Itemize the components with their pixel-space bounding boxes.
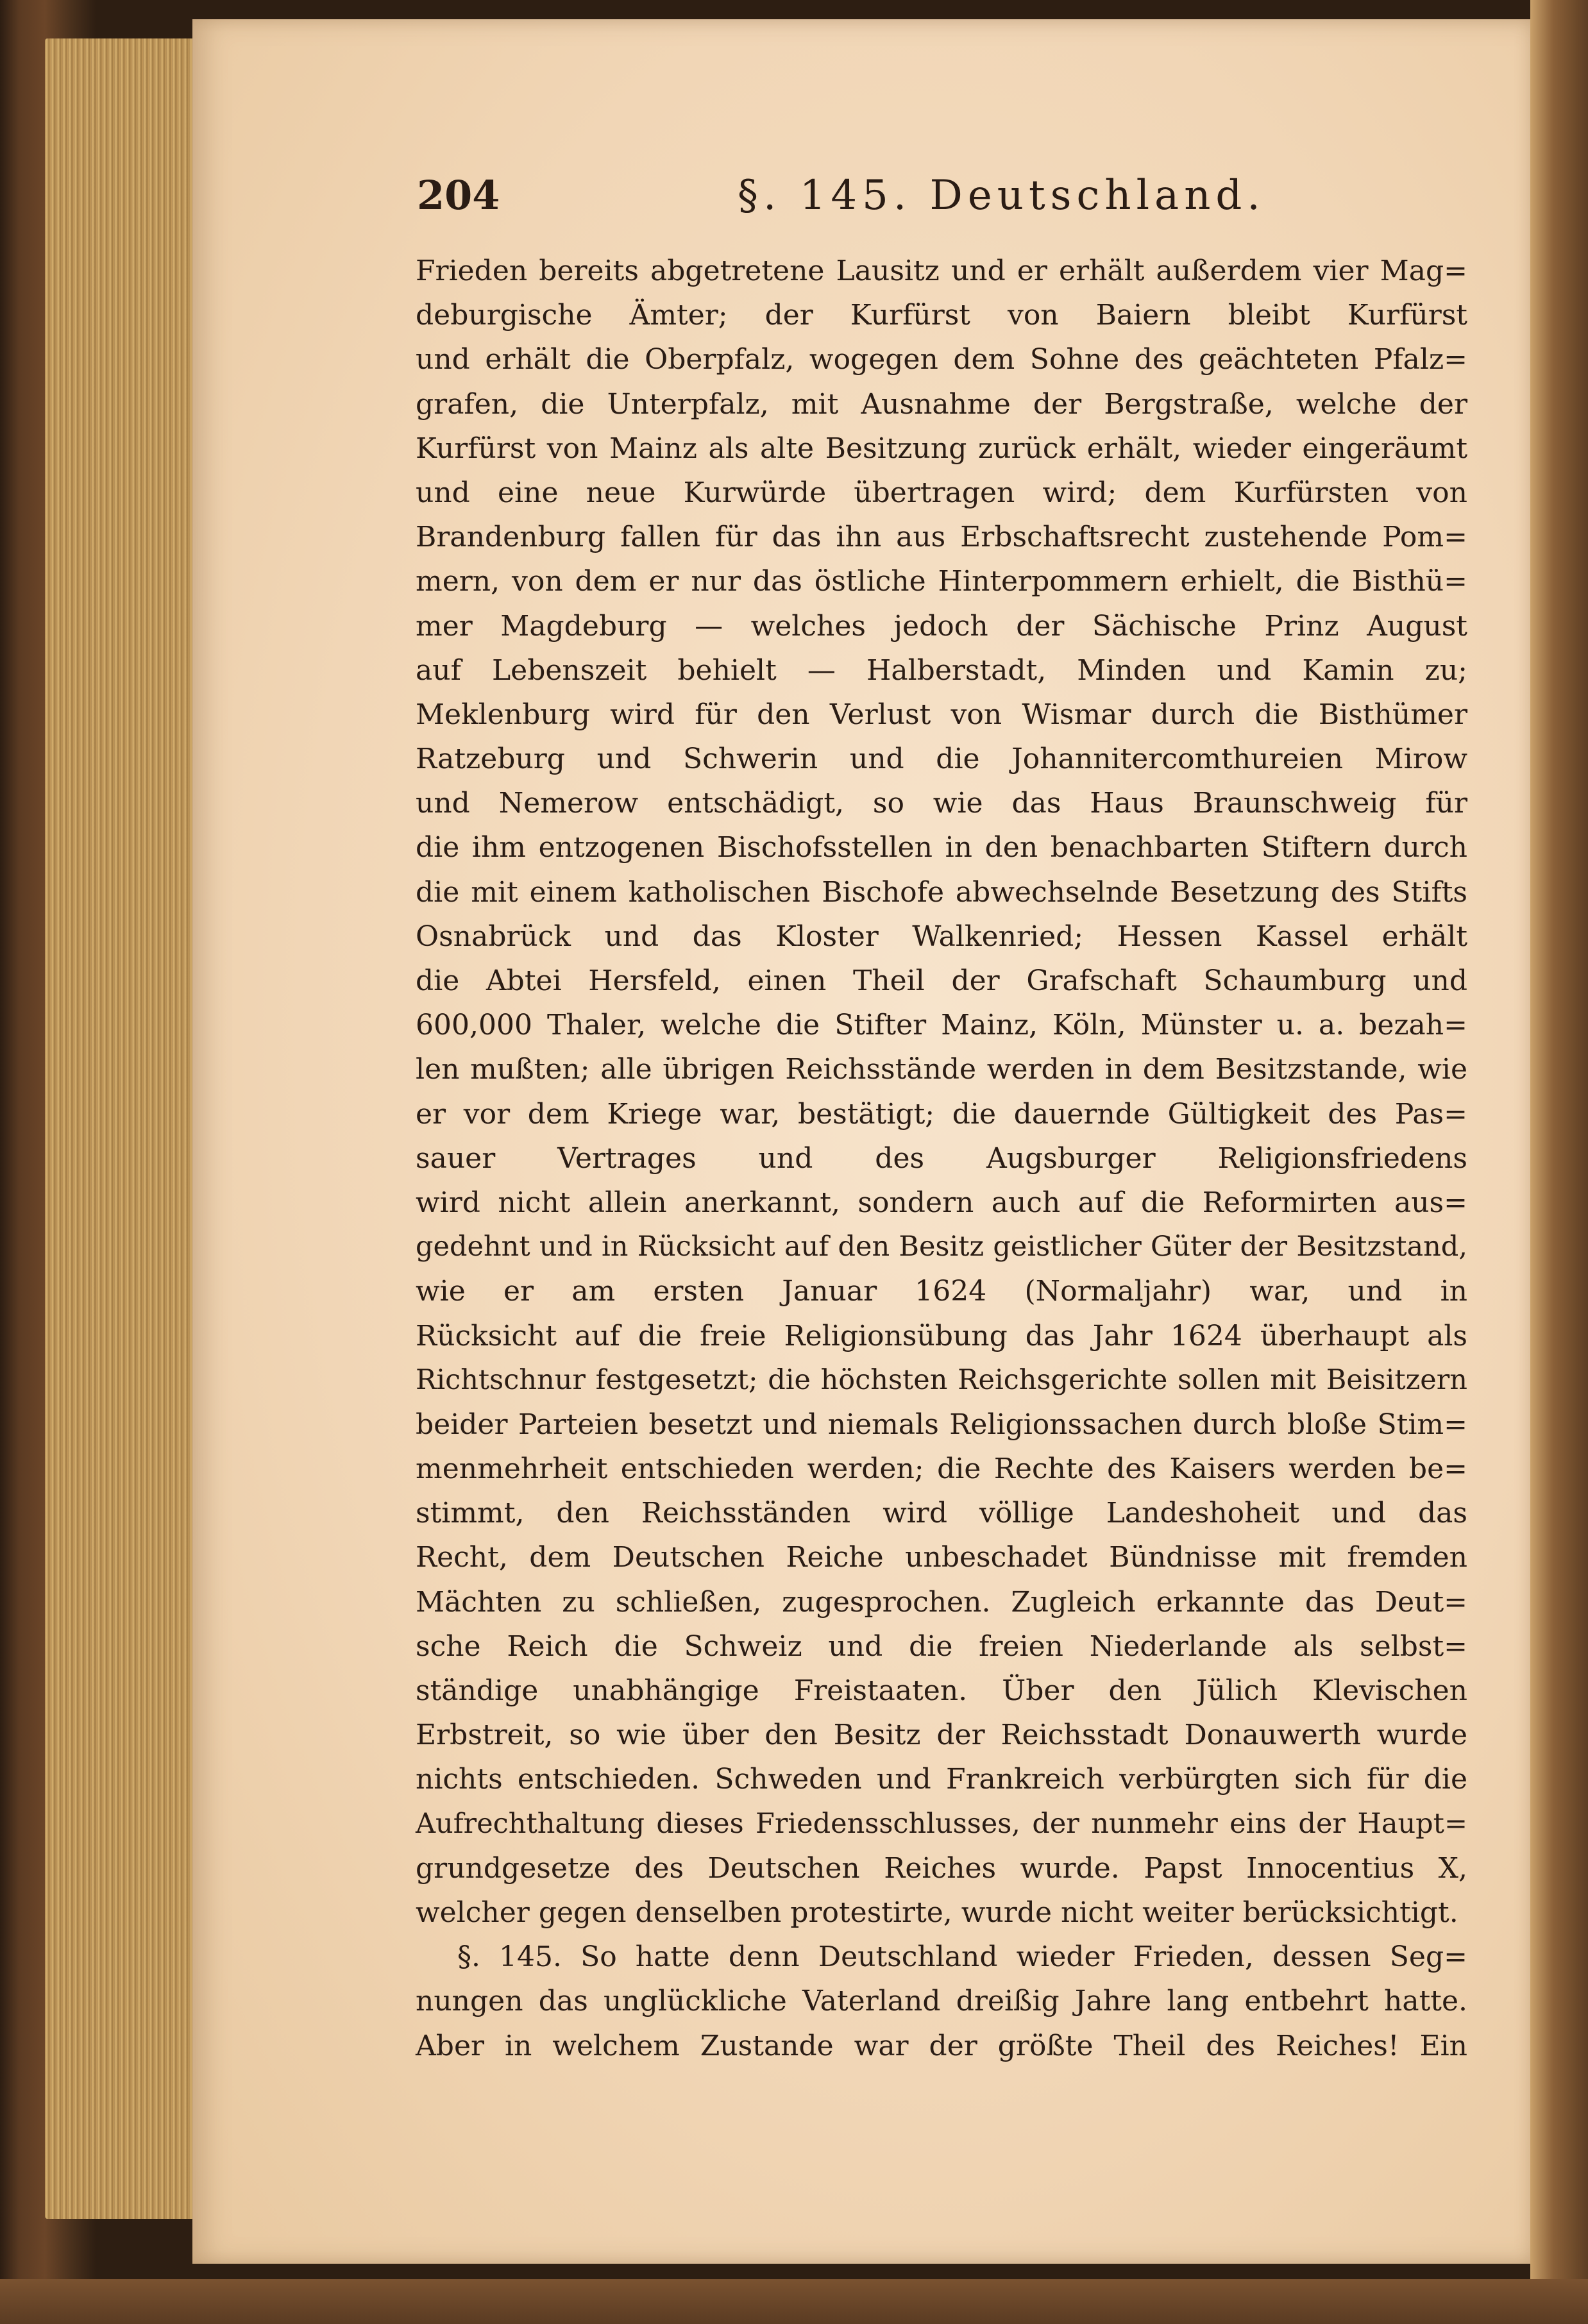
text-line: Erbstreit, so wie über den Besitz der Reichsstadt Donauwerth wurde xyxy=(416,1719,1467,1752)
text-line: sche Reich die Schweiz und die freien Niederlande als selbst= xyxy=(416,1629,1467,1663)
text-line: stimmt, den Reichsständen wird völlige Landeshoheit und das xyxy=(416,1497,1467,1530)
running-head: §. 145. Deutschland. xyxy=(738,172,1265,219)
text-line: grundgesetze des Deutschen Reiches wurde. Papst Innocentius X, xyxy=(416,1851,1467,1885)
text-line: sauer Vertrages und des Augsburger Religionsfriedens xyxy=(416,1141,1467,1175)
text-line: Frieden bereits abgetretene Lausitz und er erhält außerdem vier Mag= xyxy=(416,255,1467,287)
section-start-line: §. 145. So hatte denn Deutschland wieder Frieden, dessen Seg= xyxy=(457,1941,1467,1974)
text-line: deburgische Ämter; der Kurfürst von Baiern bleibt Kurfürst xyxy=(416,299,1467,332)
page-edges xyxy=(45,38,205,2219)
text-line: nungen das unglückliche Vaterland dreißig Jahre lang entbehrt hatte. xyxy=(416,1985,1467,2018)
text-line: nichts entschieden. Schweden und Frankreich verbürgten sich für die xyxy=(416,1763,1467,1796)
book-cover xyxy=(0,2279,1588,2324)
text-line: grafen, die Unterpfalz, mit Ausnahme der Bergstraße, welche der xyxy=(416,387,1467,421)
text-line: und erhält die Oberpfalz, wogegen dem Sohne des geächteten Pfalz= xyxy=(416,343,1467,376)
text-line: gedehnt und in Rücksicht auf den Besitz geistlicher Güter der Besitzstand, xyxy=(416,1231,1467,1263)
text-line: menmehrheit entschieden werden; die Rechte des Kaisers werden be= xyxy=(416,1453,1467,1486)
text-line: mern, von dem er nur das östliche Hinterpommern erhielt, die Bisthü= xyxy=(416,565,1467,598)
text-line: len mußten; alle übrigen Reichsstände werden in dem Besitzstande, wie xyxy=(416,1053,1467,1086)
text-line: die mit einem katholischen Bischofe abwechselnde Besetzung des Stifts xyxy=(416,875,1467,909)
text-line: Brandenburg fallen für das ihn aus Erbschaftsrecht zustehende Pom= xyxy=(416,521,1467,554)
text-line: auf Lebenszeit behielt — Halberstadt, Minden und Kamin zu; xyxy=(416,653,1467,687)
body-text xyxy=(416,249,1467,2068)
text-line: die ihm entzogenen Bischofsstellen in den benachbarten Stiftern durch xyxy=(416,831,1467,864)
text-line: Kurfürst von Mainz als alte Besitzung zurück erhält, wieder eingeräumt xyxy=(416,432,1467,465)
text-line: Meklenburg wird für den Verlust von Wismar durch die Bisthümer xyxy=(416,698,1467,731)
text-line: Mächten zu schließen, zugesprochen. Zugleich erkannte das Deut= xyxy=(416,1585,1467,1619)
text-line: mer Magdeburg — welches jedoch der Sächische Prinz August xyxy=(416,609,1467,643)
text-line: Aber in welchem Zustande war der größte Theil des Reiches! Ein xyxy=(416,2029,1467,2062)
text-line: er vor dem Kriege war, bestätigt; die dauernde Gültigkeit des Pas= xyxy=(416,1097,1467,1131)
page-header xyxy=(417,172,1456,223)
text-line: die Abtei Hersfeld, einen Theil der Grafschaft Schaumburg und xyxy=(416,964,1467,997)
text-line: Ratzeburg und Schwerin und die Johannitercomthureien Mirow xyxy=(416,743,1467,776)
paragraph-end-line: welcher gegen denselben protestirte, wurde nicht weiter berücksichtigt. xyxy=(416,1896,1458,1929)
text-line: Richtschnur festgesetzt; die höchsten Reichsgerichte sollen mit Beisitzern xyxy=(416,1363,1467,1396)
text-line: wie er am ersten Januar 1624 (Normaljahr) war, und in xyxy=(416,1275,1467,1308)
text-line: und eine neue Kurwürde übertragen wird; dem Kurfürsten von xyxy=(416,476,1467,509)
page-number: 204 xyxy=(417,172,500,219)
text-line: und Nemerow entschädigt, so wie das Haus Braunschweig für xyxy=(416,787,1467,820)
text-line: 600,000 Thaler, welche die Stifter Mainz, Köln, Münster u. a. bezah= xyxy=(416,1009,1467,1042)
text-line: Aufrechthaltung dieses Friedensschlusses, der nunmehr eins der Haupt= xyxy=(416,1807,1467,1840)
text-line: wird nicht allein anerkannt, sondern auch auf die Reformirten aus= xyxy=(416,1186,1467,1219)
text-line: Osnabrück und das Kloster Walkenried; Hessen Kassel erhält xyxy=(416,920,1467,953)
text-line: beider Parteien besetzt und niemals Religionssachen durch bloße Stim= xyxy=(416,1408,1467,1441)
text-line: Rücksicht auf die freie Religionsübung das Jahr 1624 überhaupt als xyxy=(416,1319,1467,1352)
text-line: ständige unabhängige Freistaaten. Über den Jülich Klevischen xyxy=(416,1674,1467,1707)
facing-page-edge xyxy=(1530,0,1588,2324)
text-line: Recht, dem Deutschen Reiche unbeschadet Bündnisse mit fremden xyxy=(416,1541,1467,1574)
